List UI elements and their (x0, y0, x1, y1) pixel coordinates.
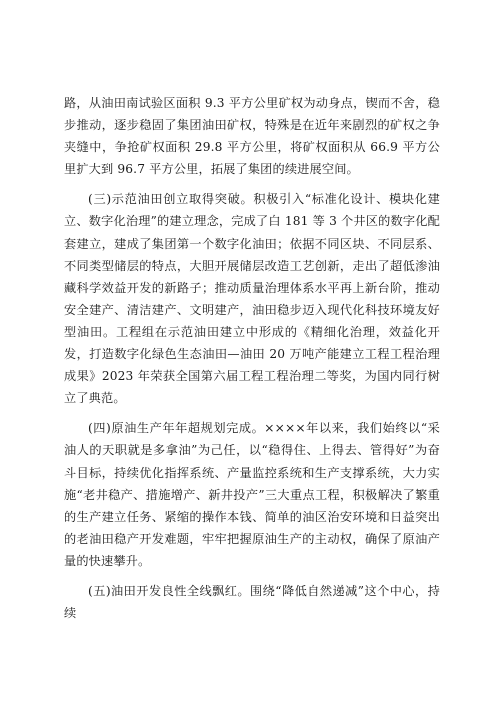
paragraph-oilfield-development: (五)油田开发良性全线飘红。围绕“降低自然递减”这个中心，持续 (64, 583, 440, 621)
paragraph-demo-oilfield: (三)示范油田创立取得突破。积极引入“标准化设计、模块化建立、数字化治理”的建立理念，完成了白 181 等 3 个井区的数字化配套建立，建成了集团第一个数字化油田；依据不同区块、不同层系、不同类型储层的特点，大胆开展储层改造工艺创新，走出了超低渗油藏科学效益开发的新路子；推动质量治理体系水平再上新台阶，推动安全建产、清洁建产、文明建产，油田稳步迈入现代化科技环境友好型油田。工程组在示范油田建立中形成的《精细化治理，效益化开发，打造数字化绿色生态油田—油田 20 万吨产能建立工程工程治理成果》2023 年荣获全国第六届工程工程治理二等奖，为国内同行树立了典范。 (64, 192, 440, 406)
paragraph-crude-production: (四)原油生产年年超规划完成。××××年以来，我们始终以“采油人的天职就是多拿油”为己任，以“稳得住、上得去、管得好”为奋斗目标，持续优化指挥系统、产量监控系统和生产支撑系统，大力实施“老井稳产、措施增产、新井投产”三大重点工程，积极解决了繁重的生产建立任务、紧缩的操作本钱、简单的油区治安环境和日益突出的老油田稳产开发难题，牢牢把握原油生产的主动权，确保了原油产量的快速攀升。 (64, 421, 440, 568)
paragraph-mineral-rights: 路，从油田南试验区面积 9.3 平方公里矿权为动身点，锲而不舍，稳步推动，逐步稳固了集团油田矿权，特殊是在近年来剧烈的矿权之争夹缝中，争抢矿权面积 29.8 平方公里，将矿权面积从 66.9 平方公里扩大到 96.7 平方公里，拓展了集团的续进展空间。 (64, 96, 440, 177)
